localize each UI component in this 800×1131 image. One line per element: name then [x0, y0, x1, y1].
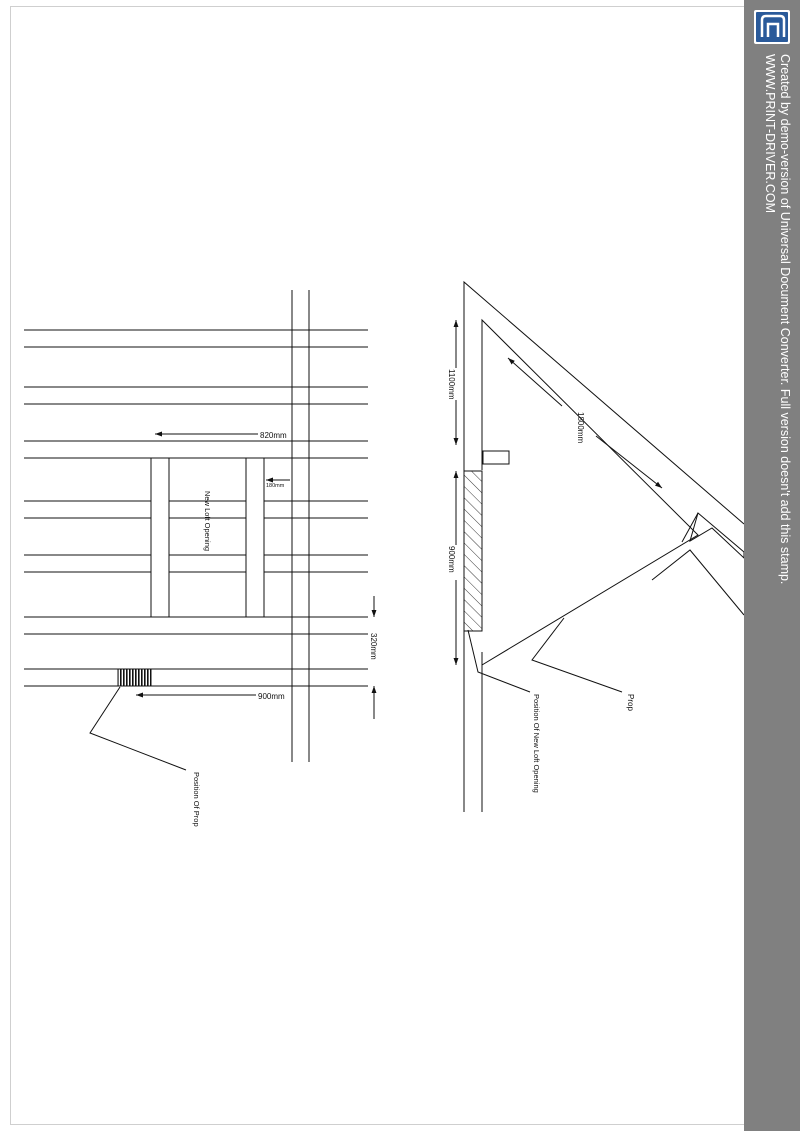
- label-position-of-prop: Position Of Prop: [192, 772, 201, 827]
- dim-rafter: 1800mm: [576, 412, 585, 444]
- label-prop: Prop: [626, 694, 635, 711]
- stamp-line-1: Created by demo-version of Universal Document Converter. Full version doesn't add this stamp.: [778, 54, 792, 585]
- prop-label-leader: [532, 618, 622, 692]
- dim-section-lower: 900mm: [447, 546, 456, 573]
- section-view: [456, 282, 744, 812]
- demo-stamp-text: [762, 54, 792, 584]
- dim-1800-lower: [596, 436, 662, 488]
- small-block: [483, 451, 509, 464]
- plan-prop-block: [118, 669, 151, 686]
- dim-side-gap: 180mm: [266, 483, 285, 489]
- label-new-loft-opening: New Loft Opening: [203, 491, 212, 552]
- dim-1800-upper: [508, 358, 562, 406]
- dim-section-upper: 1100mm: [447, 369, 456, 400]
- prop-leader-line: [90, 687, 186, 770]
- plan-view: [24, 290, 374, 770]
- dim-opening-width: 820mm: [260, 431, 287, 440]
- print-driver-logo-icon: [754, 10, 790, 44]
- hatched-opening: [464, 471, 482, 631]
- roof-outer-outline: [464, 282, 744, 812]
- plan-binder: [292, 290, 309, 762]
- plan-joists: [24, 330, 368, 686]
- plan-view-labels: [192, 431, 378, 827]
- dim-prop-offset: 900mm: [258, 692, 285, 701]
- roof-inner-outline: [482, 320, 698, 812]
- label-position-of-new-loft-opening: Position Of New Loft Opening: [532, 694, 541, 793]
- stamp-line-2[interactable]: WWW.PRINT-DRIVER.COM: [763, 54, 777, 214]
- opening-label-leader: [468, 630, 530, 692]
- dim-joist-gap: 320mm: [369, 633, 378, 660]
- prop-strut: [652, 550, 744, 615]
